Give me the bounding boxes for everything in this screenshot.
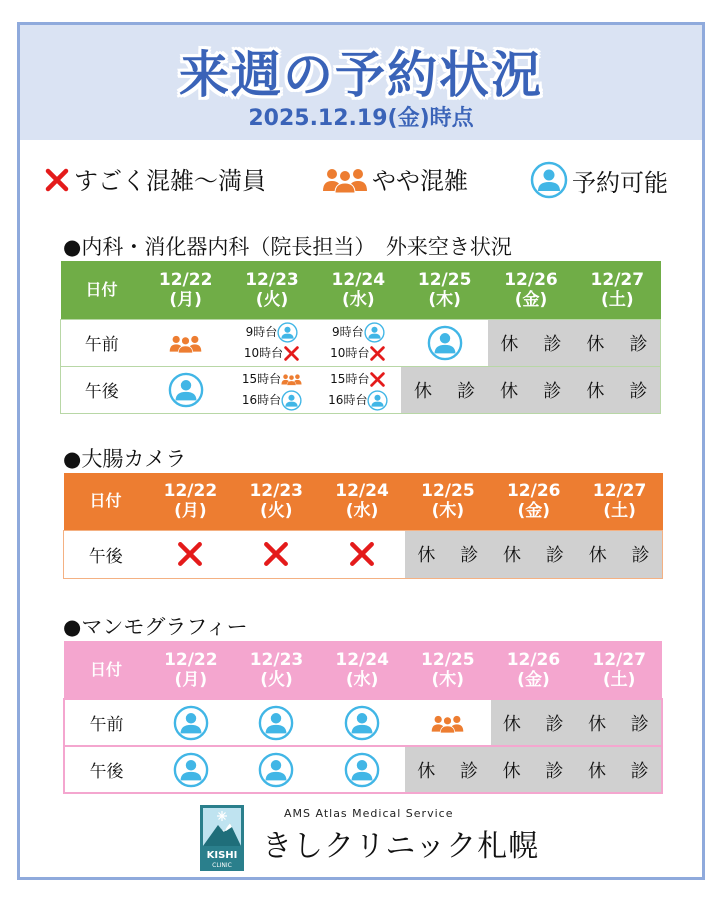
date-label: 12/23 [249, 649, 304, 670]
date-header: 日付 [89, 491, 122, 511]
date-label: 12/24 [331, 269, 386, 290]
closed-char: 休 [502, 713, 521, 735]
cell-mon-pm [143, 366, 229, 413]
people-group-icon [322, 164, 368, 193]
cell-tue-pm [233, 530, 319, 578]
closed-char: 休 [500, 380, 519, 402]
cell-closed [405, 530, 663, 578]
date-col-3 [405, 473, 491, 530]
colon-table [63, 473, 663, 579]
legend [20, 155, 702, 203]
time-slot [332, 322, 385, 343]
date-header: 日付 [85, 279, 118, 299]
weekday-label: (金) [517, 669, 550, 690]
cell-wed-pm [319, 530, 405, 578]
closed-char: 診 [545, 713, 564, 735]
cell-closed [488, 319, 661, 366]
cell-closed [405, 746, 662, 793]
legend-busy [322, 161, 468, 196]
time-slot [242, 390, 302, 411]
cross-icon [348, 540, 376, 568]
cell-wed-am [319, 699, 405, 746]
person-circle-icon [258, 752, 294, 788]
weekday-label: (水) [345, 669, 379, 690]
logo-text-kishi: KISHI [206, 850, 238, 861]
date-col-2 [315, 261, 401, 319]
person-circle-icon [530, 161, 568, 199]
schedule-card [17, 22, 705, 880]
person-circle-icon [258, 705, 294, 741]
section-colon-title: ●大腸カメラ [63, 447, 187, 471]
closed-char: 診 [545, 760, 564, 782]
cell-tue-pm [229, 366, 315, 413]
cross-icon [283, 345, 300, 362]
cell-wed-am [315, 319, 401, 366]
weekday-label: (木) [431, 669, 465, 690]
closed-char: 休 [500, 333, 519, 355]
time-slot [330, 343, 386, 364]
cell-tue-pm [234, 746, 320, 793]
date-label: 12/27 [592, 481, 647, 502]
cross-icon [369, 371, 386, 388]
weekday-label: (金) [517, 501, 550, 522]
person-circle-icon [173, 705, 209, 741]
legend-full [44, 161, 266, 196]
date-label: 12/25 [417, 269, 472, 290]
cell-tue-am [229, 319, 315, 366]
date-col-5 [576, 641, 662, 699]
date-col-3 [401, 261, 487, 319]
weekday-label: (月) [169, 289, 202, 310]
row-label-pm: 午後 [88, 546, 123, 567]
date-col-1 [229, 261, 315, 319]
cell-mon-pm [148, 530, 234, 578]
time-slot-label: 15時台 [241, 371, 282, 386]
person-circle-icon [173, 752, 209, 788]
date-label: 12/26 [506, 481, 561, 502]
date-label: 12/27 [590, 269, 645, 290]
legend-busy-label: やや混雑 [372, 167, 468, 195]
cell-tue-am [234, 699, 320, 746]
closed-char: 休 [586, 380, 605, 402]
cell-closed [491, 699, 662, 746]
closed-char: 休 [414, 380, 433, 402]
closed-char: 休 [417, 545, 436, 566]
closed-char: 休 [502, 760, 521, 782]
person-circle-icon [281, 390, 302, 411]
time-slot [244, 343, 300, 364]
people-group-icon [431, 712, 464, 734]
closed-char: 休 [586, 333, 605, 355]
weekday-label: (金) [514, 289, 548, 310]
internal-table [60, 261, 661, 414]
time-slot-label: 15時台 [330, 371, 370, 386]
cell-mon-pm [148, 746, 234, 793]
closed-char: 休 [588, 713, 607, 735]
closed-char: 診 [460, 545, 479, 566]
weekday-label: (火) [259, 501, 293, 522]
date-col-0 [143, 261, 229, 319]
mammo-table [63, 641, 663, 794]
date-label: 12/22 [163, 481, 218, 502]
weekday-label: (木) [428, 289, 461, 310]
as-of-date: 2025.12.19(金)時点 [248, 106, 474, 131]
page-title: 来週の予約状況 [179, 46, 543, 104]
weekday-label: (月) [174, 501, 207, 522]
weekday-label: (月) [174, 669, 208, 690]
date-label: 12/24 [335, 481, 389, 502]
header-band [20, 25, 702, 140]
closed-char: 診 [629, 333, 648, 355]
weekday-label: (火) [255, 289, 289, 310]
time-slot [328, 390, 388, 411]
section-mammo-title: ●マンモグラフィー [63, 615, 248, 639]
date-col-5 [574, 261, 660, 319]
cell-wed-pm [315, 366, 401, 413]
logo-text-clinic: CLINIC [212, 862, 232, 869]
person-circle-icon [344, 752, 380, 788]
cross-icon [176, 540, 204, 568]
date-col-4 [491, 641, 577, 699]
date-col-3 [405, 641, 491, 699]
date-col-1 [233, 473, 319, 530]
time-slot [246, 322, 299, 343]
time-slot-label: 10時台 [330, 345, 370, 360]
weekday-label: (水) [342, 289, 375, 310]
closed-char: 診 [545, 545, 564, 566]
person-circle-icon [364, 322, 385, 343]
date-col-0 [148, 641, 234, 699]
people-group-icon [169, 332, 202, 354]
date-col-2 [319, 473, 405, 530]
closed-char: 休 [417, 760, 436, 782]
closed-char: 休 [503, 545, 522, 566]
legend-full-label: すごく混雑〜満員 [74, 167, 266, 195]
time-slot-label: 10時台 [243, 345, 284, 360]
date-label: 12/25 [421, 649, 475, 670]
cross-icon [44, 165, 70, 193]
weekday-label: (火) [260, 669, 293, 690]
cell-closed [401, 366, 660, 413]
closed-char: 診 [543, 380, 562, 402]
date-col-4 [491, 473, 577, 530]
date-label: 12/25 [421, 481, 475, 502]
weekday-label: (土) [603, 501, 636, 522]
time-slot-label: 16時台 [328, 392, 368, 407]
closed-char: 診 [630, 760, 649, 782]
cell-thu-am [405, 699, 491, 746]
row-label-pm: 午後 [84, 382, 119, 402]
people-group-icon [281, 372, 302, 386]
clinic-logo [200, 805, 244, 871]
time-slot [330, 369, 386, 390]
date-col-5 [577, 473, 663, 530]
footer-clinic-name: きしクリニック札幌 [262, 829, 540, 864]
closed-char: 診 [629, 380, 648, 402]
row-label-am: 午前 [89, 715, 124, 735]
cell-wed-pm [319, 746, 405, 793]
legend-available [530, 161, 668, 199]
closed-char: 休 [587, 760, 606, 782]
row-label-pm: 午後 [89, 762, 124, 782]
time-slot-label: 9時台 [245, 324, 278, 339]
closed-char: 診 [631, 545, 650, 566]
legend-available-label: 予約可能 [572, 168, 668, 197]
date-label: 12/26 [506, 649, 561, 670]
date-label: 12/22 [164, 649, 218, 670]
time-slot-label: 9時台 [332, 324, 364, 339]
section-internal-title: ●内科・消化器内科（院長担当） 外来空き状況 [63, 235, 512, 259]
date-col-0 [148, 473, 234, 530]
closed-char: 診 [457, 380, 476, 402]
closed-char: 休 [588, 545, 607, 566]
weekday-label: (水) [345, 501, 379, 522]
footer-service: AMS Atlas Medical Service [284, 807, 454, 820]
date-label: 12/23 [249, 481, 303, 502]
weekday-label: (土) [601, 289, 634, 310]
date-label: 12/26 [504, 269, 558, 290]
time-slot [242, 369, 302, 390]
date-label: 12/27 [592, 649, 646, 670]
date-label: 12/24 [335, 649, 389, 670]
cross-icon [262, 540, 290, 568]
date-col-4 [488, 261, 574, 319]
date-label: 12/23 [245, 269, 299, 290]
date-col-2 [319, 641, 405, 699]
cell-thu-am [401, 319, 487, 366]
cell-mon-am [143, 319, 229, 366]
row-label-am: 午前 [84, 335, 119, 355]
date-label: 12/22 [158, 269, 213, 290]
weekday-label: (土) [602, 669, 636, 690]
date-header: 日付 [89, 659, 122, 679]
person-circle-icon [427, 325, 463, 361]
cross-icon [369, 345, 386, 362]
date-col-1 [234, 641, 320, 699]
person-circle-icon [367, 390, 388, 411]
person-circle-icon [344, 705, 380, 741]
person-circle-icon [277, 322, 298, 343]
time-slot-label: 16時台 [241, 392, 282, 407]
closed-char: 診 [459, 760, 478, 782]
person-circle-icon [168, 372, 204, 408]
closed-char: 診 [543, 333, 562, 355]
closed-char: 診 [630, 713, 649, 735]
cell-mon-am [148, 699, 234, 746]
weekday-label: (木) [431, 501, 465, 522]
